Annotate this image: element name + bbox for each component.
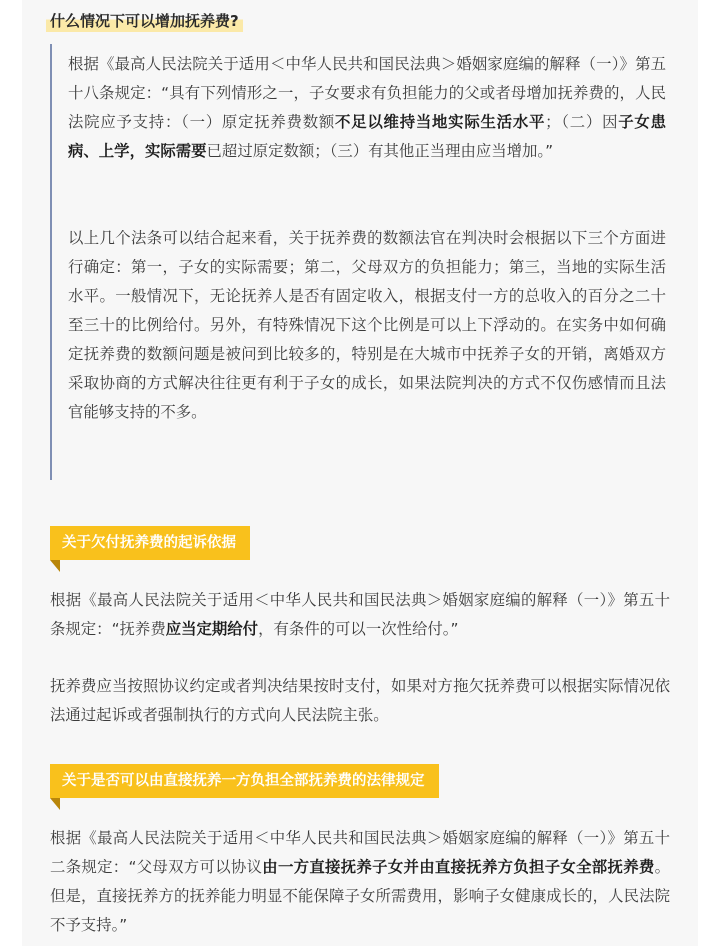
paragraph-enforcement: 抚养费应当按照协议约定或者判决结果按时支付，如果对方拖欠抚养费可以根据实际情况依法通过起诉或者强制执行的方式向人民法院主张。 [50, 677, 670, 724]
quote-paragraph-article-58 [68, 50, 666, 166]
section-heading-full-support-burden: 关于是否可以由直接抚养一方负担全部抚养费的法律规定 [50, 764, 439, 798]
emphasis-text: 不足以维持当地实际生活水平 [335, 113, 546, 131]
text-run: ；（二）因 [545, 113, 619, 131]
emphasis-text: 由一方直接抚养子女并由直接抚养方负担子女全部抚养费 [262, 858, 655, 876]
paragraph-article-52 [50, 824, 670, 940]
emphasis-text: 子女患病、上学，实际需要 [68, 113, 666, 160]
text-run: 根据《最高人民法院关于适用＜中华人民共和国民法典＞婚姻家庭编的解释（一）》第五十条规定：“抚养费 [50, 591, 670, 638]
text-run: 根据《最高人民法院关于适用＜中华人民共和国民法典＞婚姻家庭编的解释（一）》第五十八条规定：“具有下列情形之一，子女要求有负担能力的父或者母增加抚养费的，人民法院应予支持：（一）原定抚养费数额 [68, 55, 666, 131]
quote-paragraph-explanation: 以上几个法条可以结合起来看，关于抚养费的数额法官在判决时会根据以下三个方面进行确定：第一，子女的实际需要；第二，父母双方的负担能力；第三，当地的实际生活水平。一般情况下，无论抚养人是否有固定收入，根据支付一方的总收入的百分之二十至三十的比例给付。另外，有特殊情况下这个比例是可以上下浮动的。在实务中如何确定抚养费的数额问题是被问到比较多的，特别是在大城市中抚养子女的开销，离婚双方采取协商的方式解决往往更有利于子女的成长，如果法院判决的方式不仅伤感情而且法官能够支持的不多。 [68, 229, 666, 421]
section-heading-unpaid-support: 关于欠付抚养费的起诉依据 [50, 526, 250, 560]
text-run: 。但是，直接抚养方的抚养能力明显不能保障子女所需费用，影响子女健康成长的，人民法院不予支持。” [50, 858, 670, 934]
quote-block [50, 44, 672, 480]
emphasis-text: 应当定期给付 [165, 620, 259, 638]
text-run: ，有条件的可以一次性给付。” [258, 620, 459, 638]
text-run: 根据《最高人民法院关于适用＜中华人民共和国民法典＞婚姻家庭编的解释（一）》第五十二条规定：“父母双方可以协议 [50, 829, 670, 876]
paragraph-article-50 [50, 586, 670, 644]
text-run: 已超过原定数额；（三）有其他正当理由应当增加。” [206, 142, 554, 160]
section-heading-increase-support: 什么情况下可以增加抚养费? [46, 8, 243, 34]
